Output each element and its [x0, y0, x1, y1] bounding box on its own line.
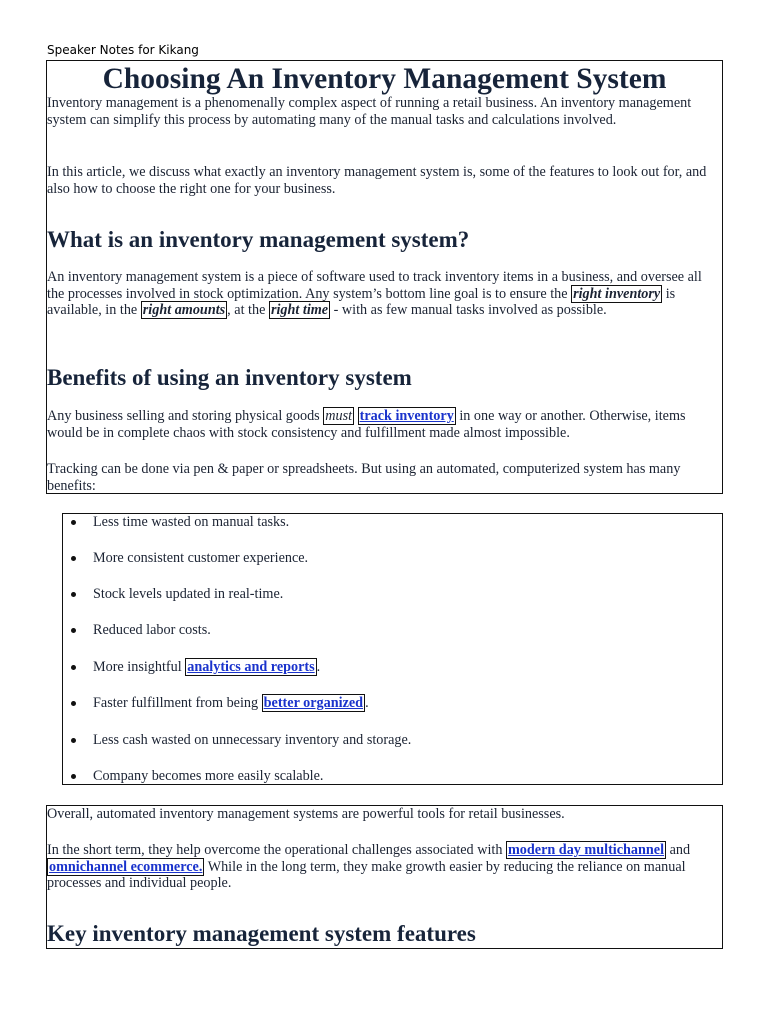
closing-paragraph-1: Overall, automated inventory management systems are powerful tools for retail businesses. [47, 806, 565, 822]
section-heading-key-features: Key inventory management system features [47, 921, 476, 946]
notes-box-closing [46, 805, 723, 949]
term-must: must [325, 408, 353, 424]
bullet-icon [71, 665, 76, 670]
link-modern-day-multichannel[interactable]: modern day multichannel [507, 842, 665, 858]
link-track-inventory[interactable]: track inventory [359, 408, 454, 424]
what-is-text-start: An inventory management system is a piece of software used to track inventory items in a business, and oversee all the processes involved in stock optimization. Any system’s bottom line goal is to ensure the [47, 269, 702, 302]
what-is-paragraph [47, 269, 719, 319]
notes-box-intro [46, 60, 723, 494]
bullet-icon [71, 592, 76, 597]
section-heading-what-is: What is an inventory management system? [47, 227, 470, 252]
intro-paragraph-2: In this article, we discuss what exactly an inventory management system is, some of the features to look out for, and also how to choose the right one for your business. [47, 164, 707, 197]
closing-paragraph-2 [47, 842, 719, 892]
bullet-icon [71, 556, 76, 561]
bullet-icon [71, 774, 76, 779]
benefits-paragraph-2: Tracking can be done via pen & paper or spreadsheets. But using an automated, computerized system has many benefits: [47, 461, 681, 494]
link-better-organized[interactable]: better organized [263, 695, 364, 711]
closing-text-start: In the short term, they help overcome the operational challenges associated with [47, 842, 506, 858]
what-is-text-end: - with as few manual tasks involved as possible. [330, 302, 607, 319]
document-title: Choosing An Inventory Management System [102, 63, 667, 95]
intro-paragraph-1: Inventory management is a phenomenally complex aspect of running a retail business. An inventory management system can simplify this process by automating many of the manual tasks and calculations involved. [47, 95, 692, 128]
what-is-text-mid1: is available, in the [47, 285, 676, 319]
link-analytics-and-reports[interactable]: analytics and reports [187, 659, 315, 675]
link-omnichannel-ecommerce[interactable]: omnichannel ecommerce. [49, 858, 203, 875]
bullet-icon [71, 738, 76, 743]
benefits-paragraph-1 [47, 408, 719, 441]
page-header-label: Speaker Notes for Kikang [47, 43, 199, 57]
term-right-time: right time [270, 302, 329, 319]
what-is-text-mid2: , at the [227, 302, 269, 319]
bullet-icon [71, 701, 76, 706]
section-heading-benefits: Benefits of using an inventory system [47, 365, 412, 390]
benefits-text-start: Any business selling and storing physical goods [47, 408, 324, 424]
benefits-text-end: in one way or another. Otherwise, items would be in complete chaos with stock consistency and fulfillment made almost impossible. [47, 408, 686, 441]
term-right-amounts: right amounts [142, 302, 226, 319]
closing-text-and: and [666, 842, 691, 858]
notes-box-benefits-list: Less time wasted on manual tasks. More consistent customer experience. Stock levels updated in real-time. Reduced labor costs. More insightful analytics and reports . Faster fulfillment from being better organized . Less cash wasted on unnecessary inventory and storage. Company becomes more easily scalable. [62, 513, 723, 785]
term-right-inventory: right inventory [573, 285, 661, 302]
bullet-icon [71, 628, 76, 633]
closing-text-end: While in the long term, they make growth easier by reducing the reliance on manual processes and individual people. [47, 858, 686, 892]
bullet-icon [71, 520, 76, 525]
